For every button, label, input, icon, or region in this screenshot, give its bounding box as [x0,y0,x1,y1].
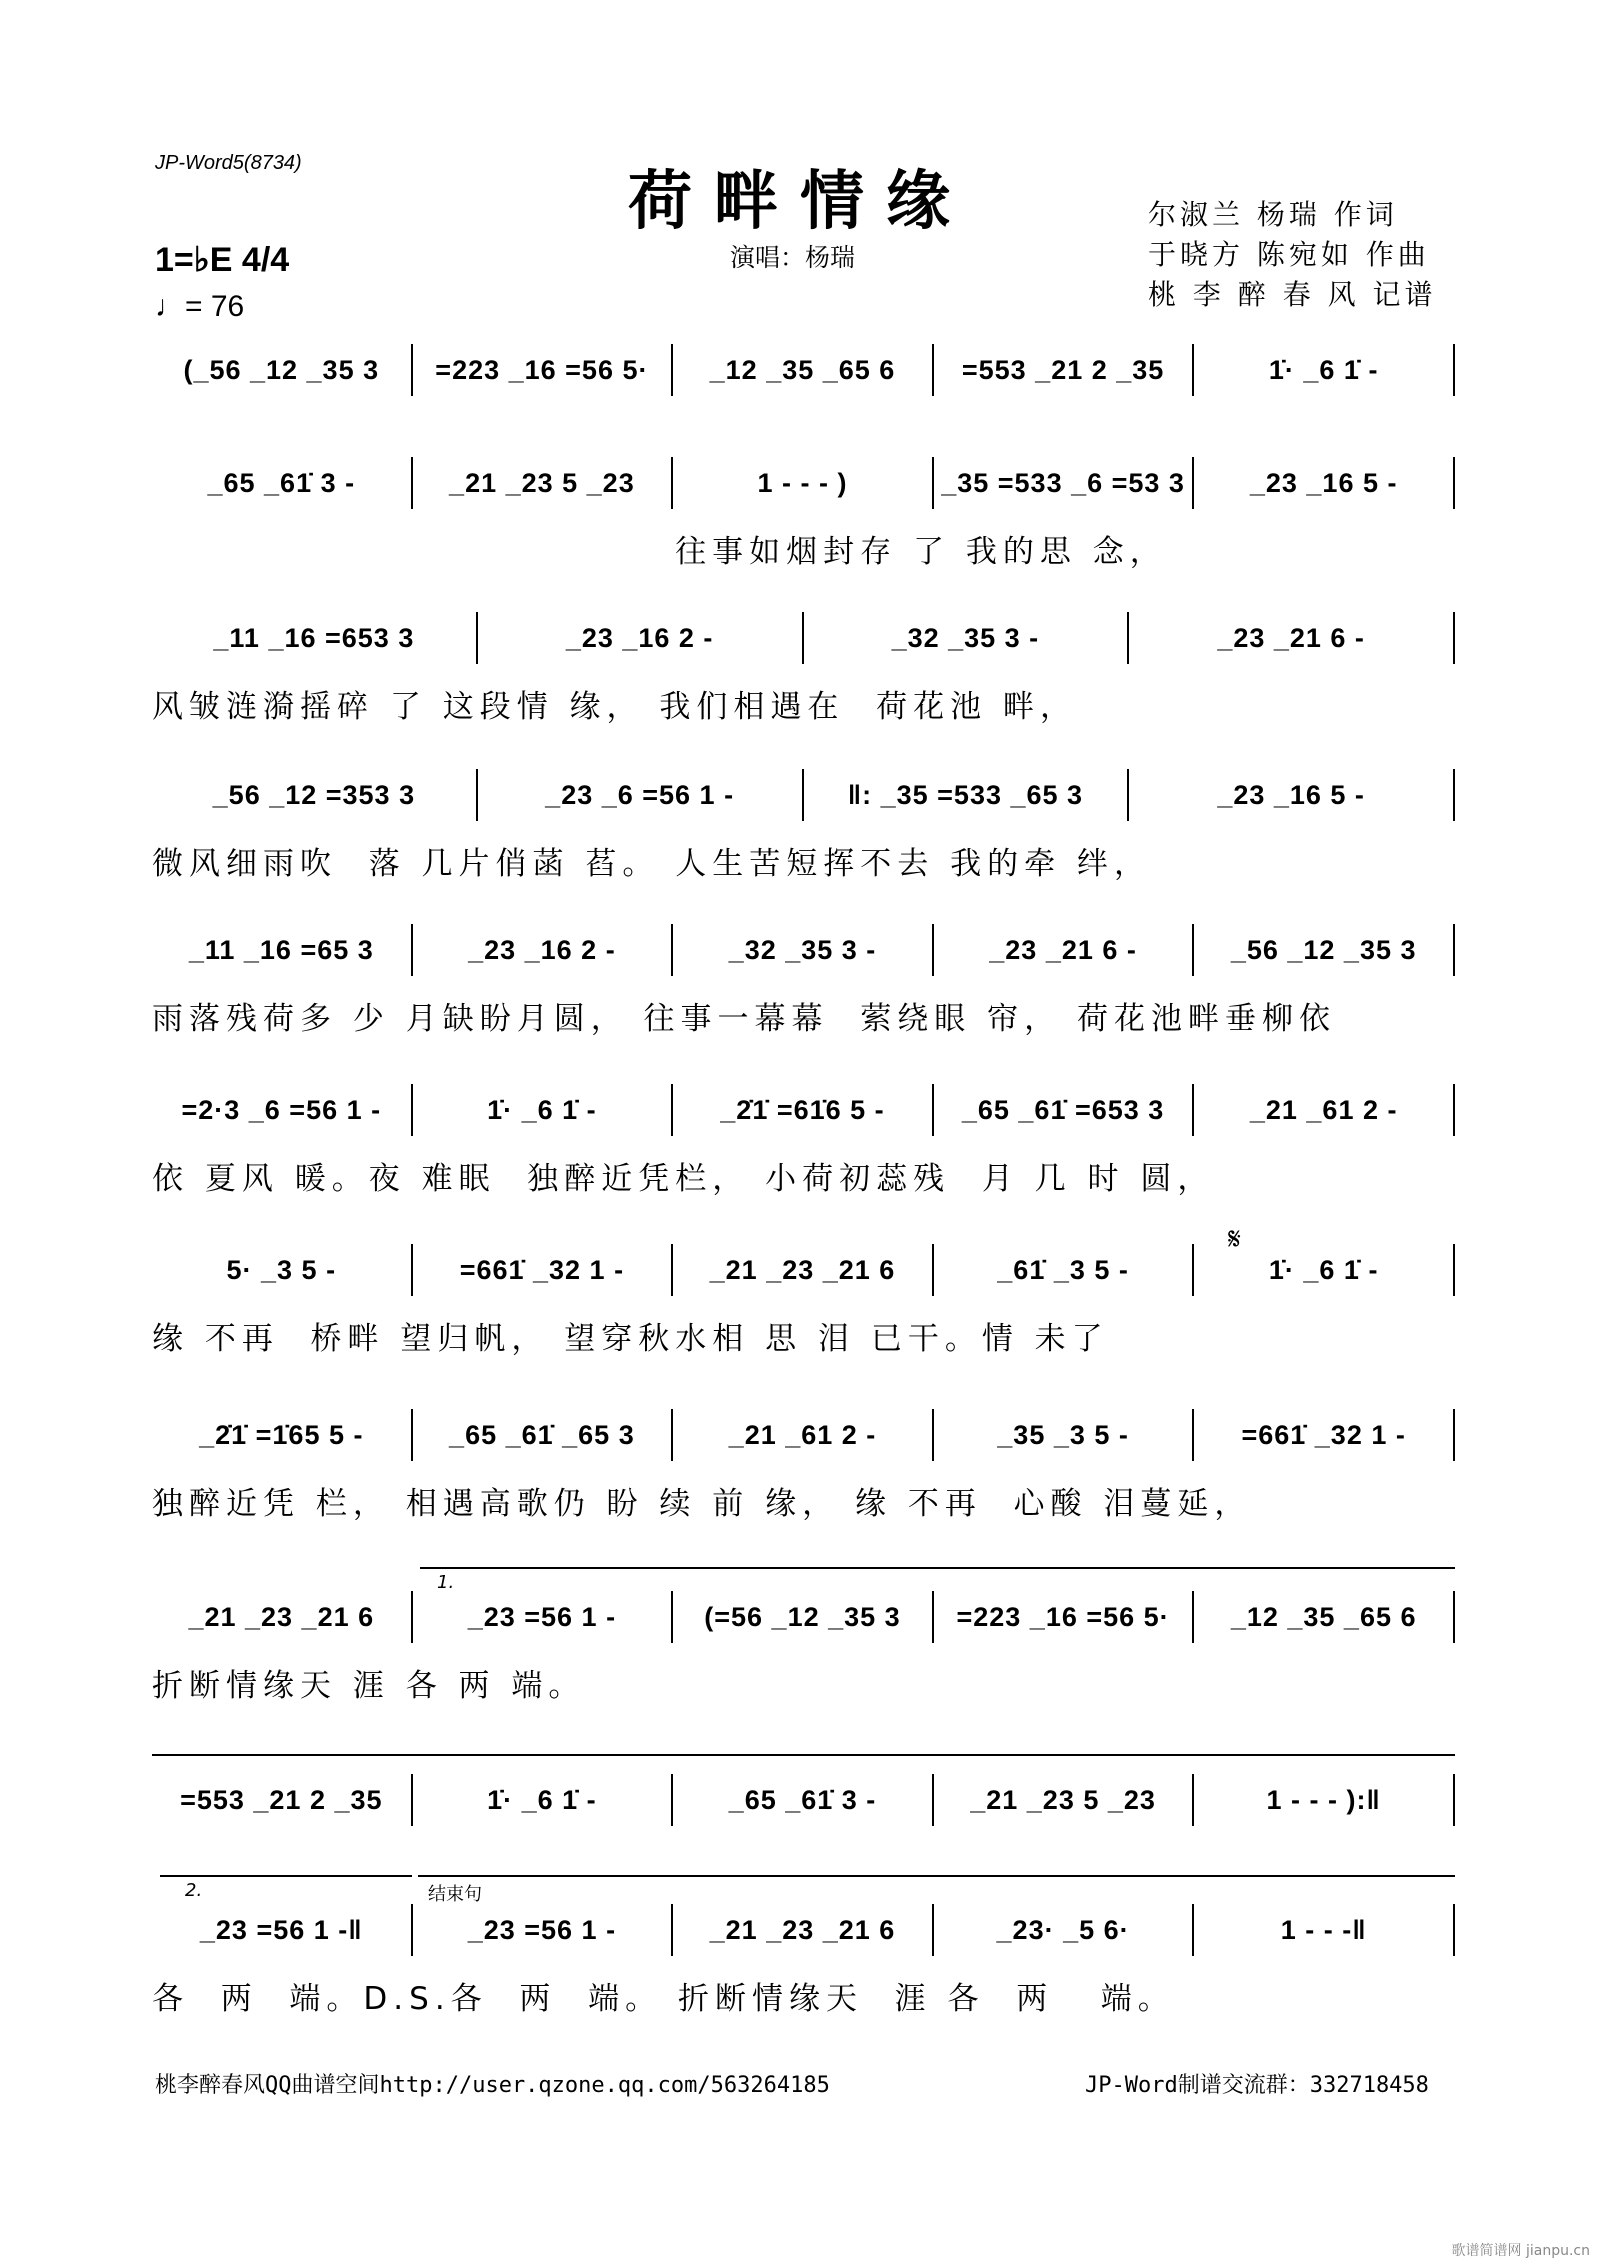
ending-phrase-label: 结束句 [428,1884,482,1905]
watermark: 歌谱简谱网 jianpu.cn [1451,2243,1590,2259]
score-system [152,458,1455,571]
measure: _21 _23 5 _23 [934,1774,1195,1826]
measure: =553 _21 2 _35 [934,344,1195,396]
measure: _2̇1̇ =61̇6 5 - [673,1084,934,1136]
volta-2-label: 2. [185,1880,203,1901]
software-version: JP-Word5(8734) [155,152,302,174]
notes-line [152,1905,1455,1955]
score-system [152,1592,1455,1705]
footer-group: JP-Word制谱交流群：332718458 [1085,2073,1429,2098]
measure: _35 =533 _6 =53 3 [934,457,1195,509]
measure: _23 _16 5 - [1194,457,1455,509]
measure: =553 _21 2 _35 [152,1774,413,1826]
measure: _11 _16 =65 3 [152,924,413,976]
lyrics-line: 依 夏风 暖。夜 难眠 独醉近凭栏， 小荷初蕊残 月 几 时 圆， [152,1161,1215,1197]
measure: _65 _61̇ 3 - [152,457,413,509]
measure: _12 _35 _65 6 [673,344,934,396]
volta-2-bracket [160,1875,412,1877]
notes-line [152,1245,1455,1295]
composer-credit: 于晓方 陈宛如 作曲 [1148,238,1430,271]
measure: _21 _23 _21 6 [673,1904,934,1956]
measure: 1 - - - ) [673,457,934,509]
measure: _65 _61̇ _65 3 [413,1409,674,1461]
notes-line [152,1410,1455,1460]
score-system [152,1410,1455,1523]
measure: (=56 _12 _35 3 [673,1591,934,1643]
score-system [152,613,1455,726]
lyrics-line: 独醉近凭 栏， 相遇高歌仍 盼 续 前 缘， 缘 不再 心酸 泪蔓延， [152,1486,1252,1522]
measure: (_56 _12 _35 3 [152,344,413,396]
measure: _61̇ _3 5 - [934,1244,1195,1296]
volta-1-label: 1. [437,1572,455,1593]
measure: 1̇· _6 1̇ - [413,1774,674,1826]
measure: _23 _16 2 - [413,924,674,976]
measure: _23 =56 1 - [413,1904,674,1956]
measure: 1̇· _6 1̇ - [1194,1244,1455,1296]
notes-line [152,770,1455,820]
footer-website: 桃李醉春风QQ曲谱空间http://user.qzone.qq.com/563264185 [155,2073,830,2098]
measure: _21 _61 2 - [1194,1084,1455,1136]
measure: 1̇· _6 1̇ - [1194,344,1455,396]
measure: =661̇ _32 1 - [413,1244,674,1296]
measure: =661̇ _32 1 - [1194,1409,1455,1461]
notes-line [152,1085,1455,1135]
score-system [152,925,1455,1038]
measure: =223 _16 =56 5· [413,344,674,396]
measure: _23 =56 1 - [413,1591,674,1643]
measure: _23 =56 1 -‖ [152,1904,413,1956]
score-system [152,1085,1455,1198]
measure: _23 _6 =56 1 - [478,769,804,821]
notes-line [152,1592,1455,1642]
ending-bracket [418,1875,1455,1877]
measure: _32 _35 3 - [673,924,934,976]
measure: 1 - - - ):‖ [1194,1774,1455,1826]
lyrics-line: 微风细雨吹 落 几片俏菡 萏。 人生苦短挥不去 我的牵 绊， [152,846,1151,882]
tempo-marking: ♩= 76 [155,290,245,323]
score-system [152,770,1455,883]
score-system [152,1905,1455,2018]
volta-1-bracket-continued [152,1754,1455,1756]
notes-line [152,345,1455,395]
key-signature: 1=♭E 4/4 [155,241,290,279]
segno-mark: 𝄋 [1228,1222,1241,1257]
measure: _21 _23 _21 6 [673,1244,934,1296]
measure: 1 - - -‖ [1194,1904,1455,1956]
notes-line [152,925,1455,975]
measure: _65 _61̇ 3 - [673,1774,934,1826]
measure: _11 _16 =653 3 [152,612,478,664]
measure: =2·3 _6 =56 1 - [152,1084,413,1136]
measure: _23 _16 5 - [1129,769,1455,821]
measure: _2̇1̇ =1̇65 5 - [152,1409,413,1461]
measure: =223 _16 =56 5· [934,1591,1195,1643]
measure: _32 _35 3 - [804,612,1130,664]
credits [1148,195,1437,315]
lyrics-line: 缘 不再 桥畔 望归帆， 望穿秋水相 思 泪 已干。情 未了 [152,1321,1109,1357]
lyrics-line: 雨落残荷多 少 月缺盼月圆， 往事一幕幕 萦绕眼 帘， 荷花池畔垂柳依 [152,1001,1336,1037]
score-system [152,345,1455,395]
measure: _21 _61 2 - [673,1409,934,1461]
measure: _23 _16 2 - [478,612,804,664]
measure: 1̇· _6 1̇ - [413,1084,674,1136]
score-system [152,1245,1455,1358]
measure: _21 _23 _21 6 [152,1591,413,1643]
lyrics-line: 往事如烟封存 了 我的思 念， [152,534,1167,570]
measure: _35 _3 5 - [934,1409,1195,1461]
measure: _56 _12 _35 3 [1194,924,1455,976]
notes-line [152,458,1455,508]
measure: 5· _3 5 - [152,1244,413,1296]
lyrics-line: 风皱涟漪摇碎 了 这段情 缘， 我们相遇在 荷花池 畔， [152,689,1077,725]
notes-line [152,613,1455,663]
measure: _56 _12 =353 3 [152,769,478,821]
measure: ‖: _35 =533 _65 3 [804,769,1130,821]
measure: _23 _21 6 - [1129,612,1455,664]
singer: 演唱：杨瑞 [730,243,856,272]
lyrics-line: 各 两 端。D.S.各 两 端。 折断情缘天 涯 各 两 端。 [152,1981,1175,2017]
score-system [152,1775,1455,1825]
measure: _23 _21 6 - [934,924,1195,976]
measure: _21 _23 5 _23 [413,457,674,509]
measure: _65 _61̇ =653 3 [934,1084,1195,1136]
notes-line [152,1775,1455,1825]
lyricist-credit: 尔淑兰 杨瑞 作词 [1148,198,1398,231]
transcriber-credit: 桃 李 醉 春 风 记谱 [1148,278,1437,311]
lyrics-line: 折断情缘天 涯 各 两 端。 [152,1668,586,1704]
song-title: 荷畔情缘 [628,164,972,239]
measure: _23· _5 6· [934,1904,1195,1956]
volta-1-bracket [420,1567,1455,1569]
measure: _12 _35 _65 6 [1194,1591,1455,1643]
